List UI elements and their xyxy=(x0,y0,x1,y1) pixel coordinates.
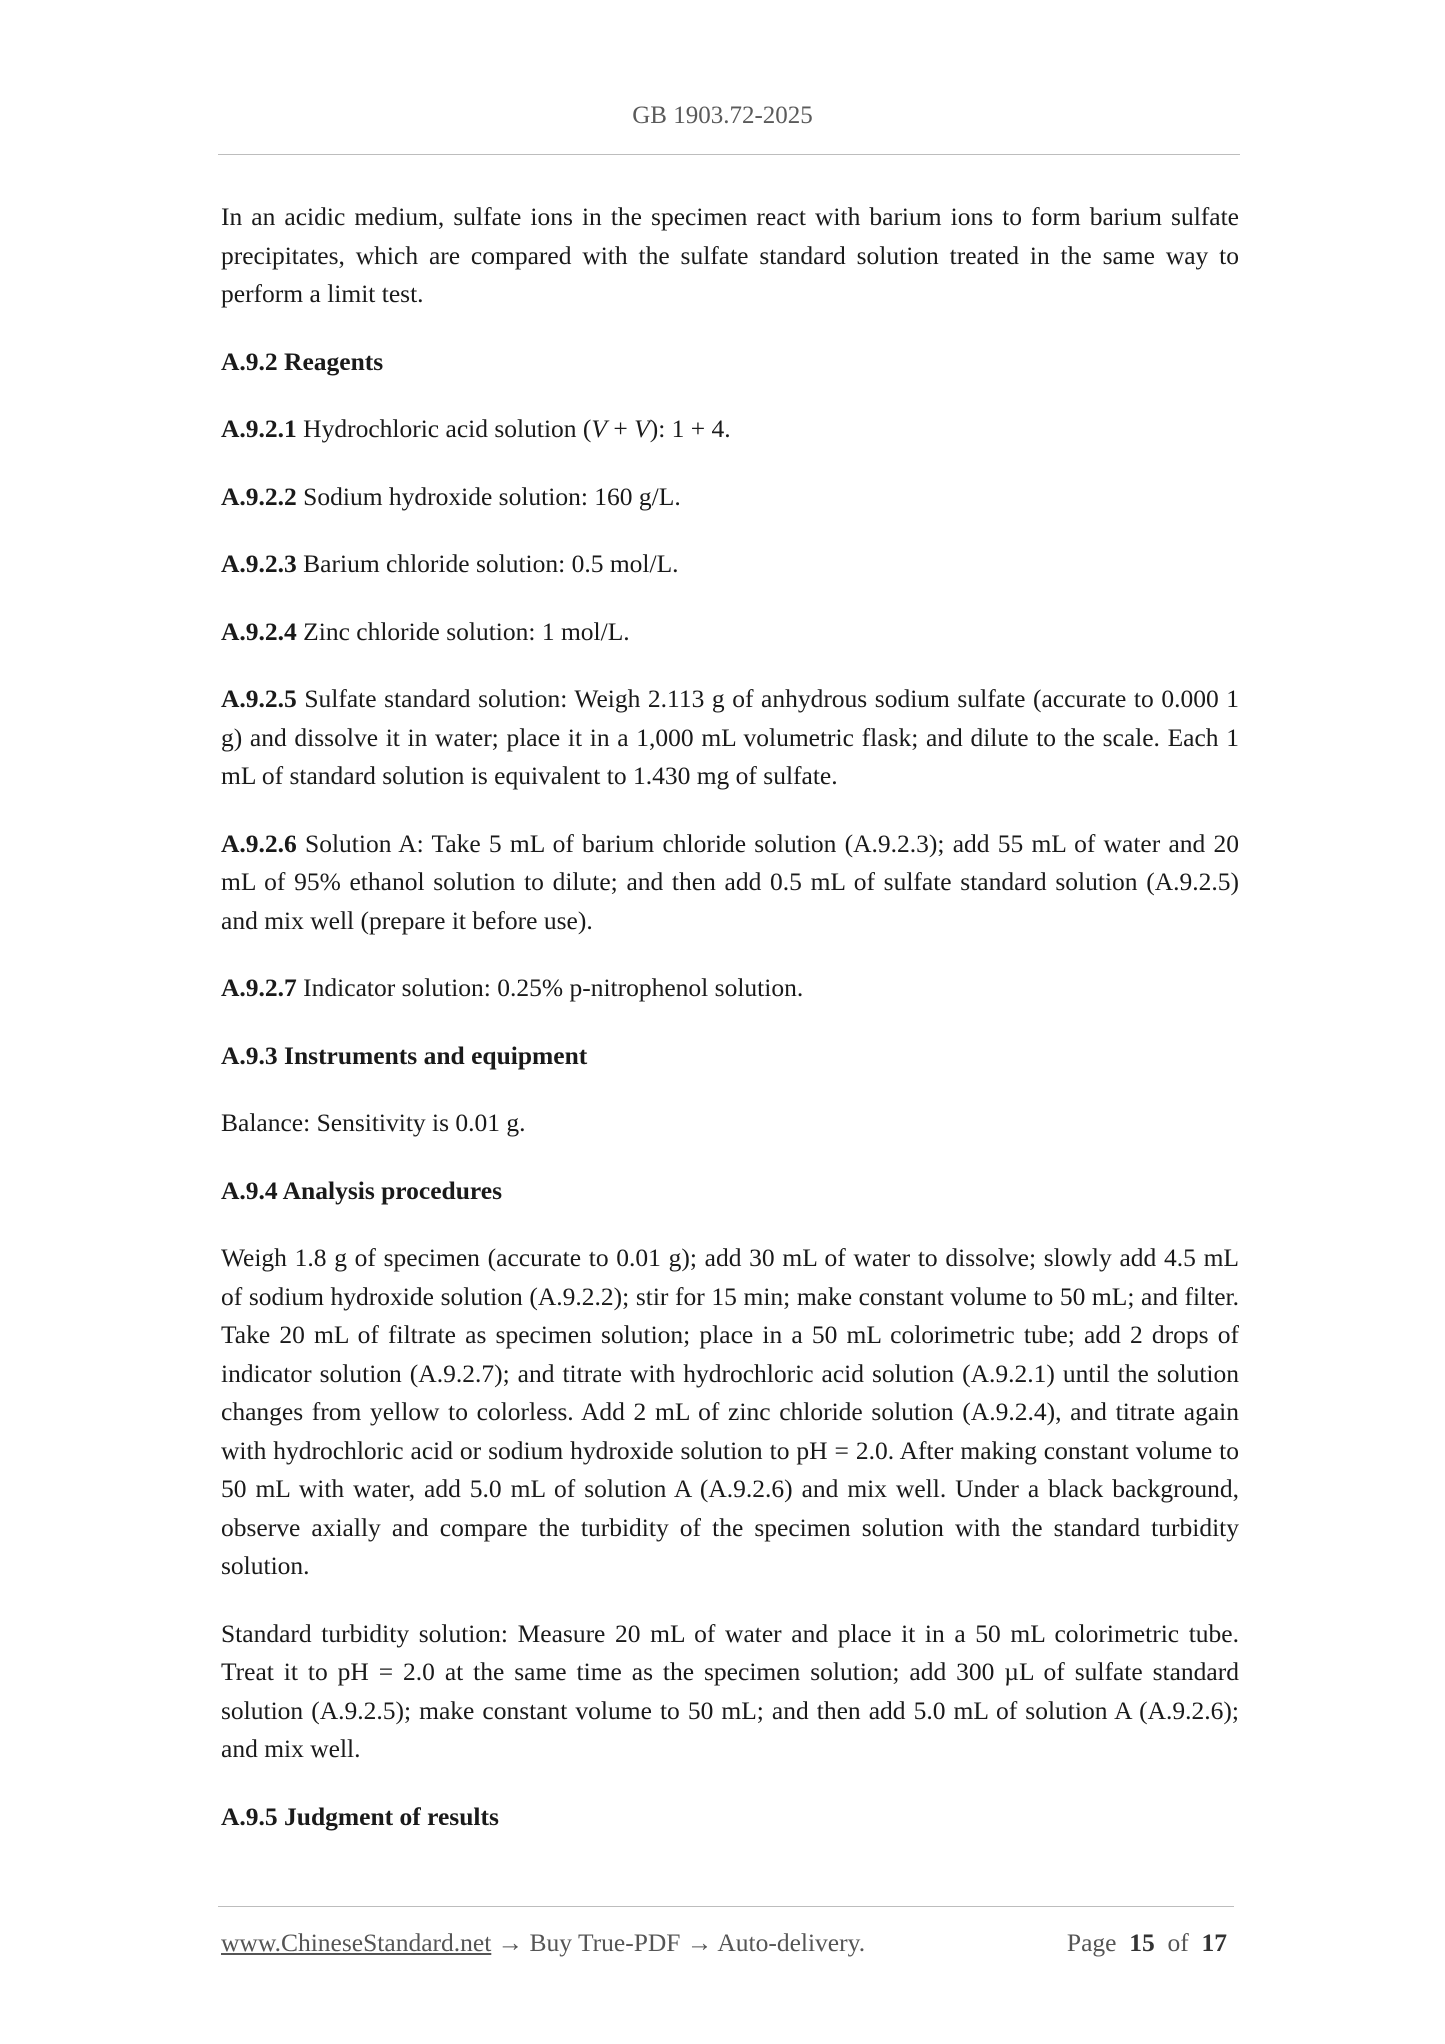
auto-delivery-text: Auto-delivery. xyxy=(717,1928,866,1957)
reagent-text: Barium chloride solution: 0.5 mol/L. xyxy=(296,549,679,578)
clause-number: A.9.2.4 xyxy=(221,616,297,646)
reagent-a926 xyxy=(221,825,1239,941)
reagent-text: Sodium hydroxide solution: 160 g/L. xyxy=(296,481,681,511)
page-number xyxy=(1067,1928,1227,1958)
arrow-icon: → xyxy=(680,1928,718,1957)
clause-number: A.9.2.6 xyxy=(221,828,297,858)
procedures-heading: A.9.4 Analysis procedures xyxy=(221,1175,503,1205)
reagent-text: Indicator solution: 0.25% p-nitrophenol solution. xyxy=(296,973,804,1002)
reagent-a923 xyxy=(221,545,1239,584)
clause-number: A.9.2.1 xyxy=(221,414,297,443)
reagent-a927 xyxy=(221,969,1239,1008)
intro-paragraph: In an acidic medium, sulfate ions in the specimen react with barium ions to form barium sulfate precipitates, which are compared with the sulfate standard solution treated in the same way to perform a limit test. xyxy=(221,202,1239,308)
reagent-text: Zinc chloride solution: 1 mol/L. xyxy=(296,616,630,646)
clause-number: A.9.2.7 xyxy=(221,973,297,1002)
reagents-heading: A.9.2 Reagents xyxy=(221,346,384,376)
procedures-paragraph-2: Standard turbidity solution: Measure 20 mL of water and place it in a 50 mL colorimetric tube. Treat it to pH = 2.0 at the same time as the specimen solution; add 300 µL of sulfate standard solution (A.9.2.5); make constant volume to 50 mL; and then add 5.0 mL of solution A (A.9.2.6); and mix well. xyxy=(221,1618,1239,1763)
judgment-heading: A.9.5 Judgment of results xyxy=(221,1801,499,1831)
clause-number: A.9.2.5 xyxy=(221,684,297,713)
page-header-title: GB 1903.72-2025 xyxy=(632,102,813,129)
instruments-paragraph: Balance: Sensitivity is 0.01 g. xyxy=(221,1108,526,1137)
reagent-text: ): 1 + 4. xyxy=(649,414,731,443)
clause-number: A.9.2.3 xyxy=(221,549,297,578)
reagent-text: Solution A: Take 5 mL of barium chloride solution (A.9.2.3); add 55 mL of water and 20 mL of 95% ethanol solution to dilute; and then add 0.5 mL of sulfate standard solution (A.9.2.5) and mix well (prepare it before use). xyxy=(221,828,1239,935)
chinesestandard-link[interactable]: www.ChineseStandard.net xyxy=(221,1928,492,1957)
current-page: 15 xyxy=(1129,1928,1155,1957)
buy-true-pdf-text: Buy True-PDF xyxy=(529,1928,681,1957)
arrow-icon: → xyxy=(491,1928,530,1957)
clause-number: A.9.2.2 xyxy=(221,481,297,511)
footer-divider xyxy=(218,1906,1234,1907)
page-label: Page xyxy=(1066,1928,1117,1957)
plus-sign: + xyxy=(606,414,635,443)
document-body xyxy=(221,198,1239,1865)
reagent-a921 xyxy=(221,410,1239,449)
reagent-a924 xyxy=(221,613,1239,652)
total-pages: 17 xyxy=(1201,1928,1227,1957)
reagent-text: Sulfate standard solution: Weigh 2.113 g of anhydrous sodium sulfate (accurate to 0.000 1 g) and dissolve it in water; place it in a 1,000 mL volumetric flask; and dilute to the scale. Each 1 mL of standard solution is equivalent to 1.430 mg of sulfate. xyxy=(221,684,1239,790)
instruments-heading: A.9.3 Instruments and equipment xyxy=(221,1040,588,1070)
reagent-a925 xyxy=(221,680,1239,796)
volume-symbol: V xyxy=(591,414,607,443)
reagent-text: Hydrochloric acid solution ( xyxy=(296,414,592,443)
of-label: of xyxy=(1167,1928,1189,1957)
reagent-a922 xyxy=(221,478,1239,517)
volume-symbol: V xyxy=(634,414,650,443)
header-divider xyxy=(218,154,1240,155)
footer-promo xyxy=(221,1928,865,1958)
procedures-paragraph-1: Weigh 1.8 g of specimen (accurate to 0.01 g); add 30 mL of water to dissolve; slowly add 4.5 mL of sodium hydroxide solution (A.9.2.2); stir for 15 min; make constant volume to 50 mL; and filter. Take 20 mL of filtrate as specimen solution; place in a 50 mL colorimetric tube; add 2 drops of indicator solution (A.9.2.7); and titrate with hydrochloric acid solution (A.9.2.1) until the solution changes from yellow to colorless. Add 2 mL of zinc chloride solution (A.9.2.4), and titrate again with hydrochloric acid or sodium hydroxide solution to pH = 2.0. After making constant volume to 50 mL with water, add 5.0 mL of solution A (A.9.2.6) and mix well. Under a black background, observe axially and compare the turbidity of the specimen solution with the standard turbidity solution. xyxy=(221,1243,1239,1580)
